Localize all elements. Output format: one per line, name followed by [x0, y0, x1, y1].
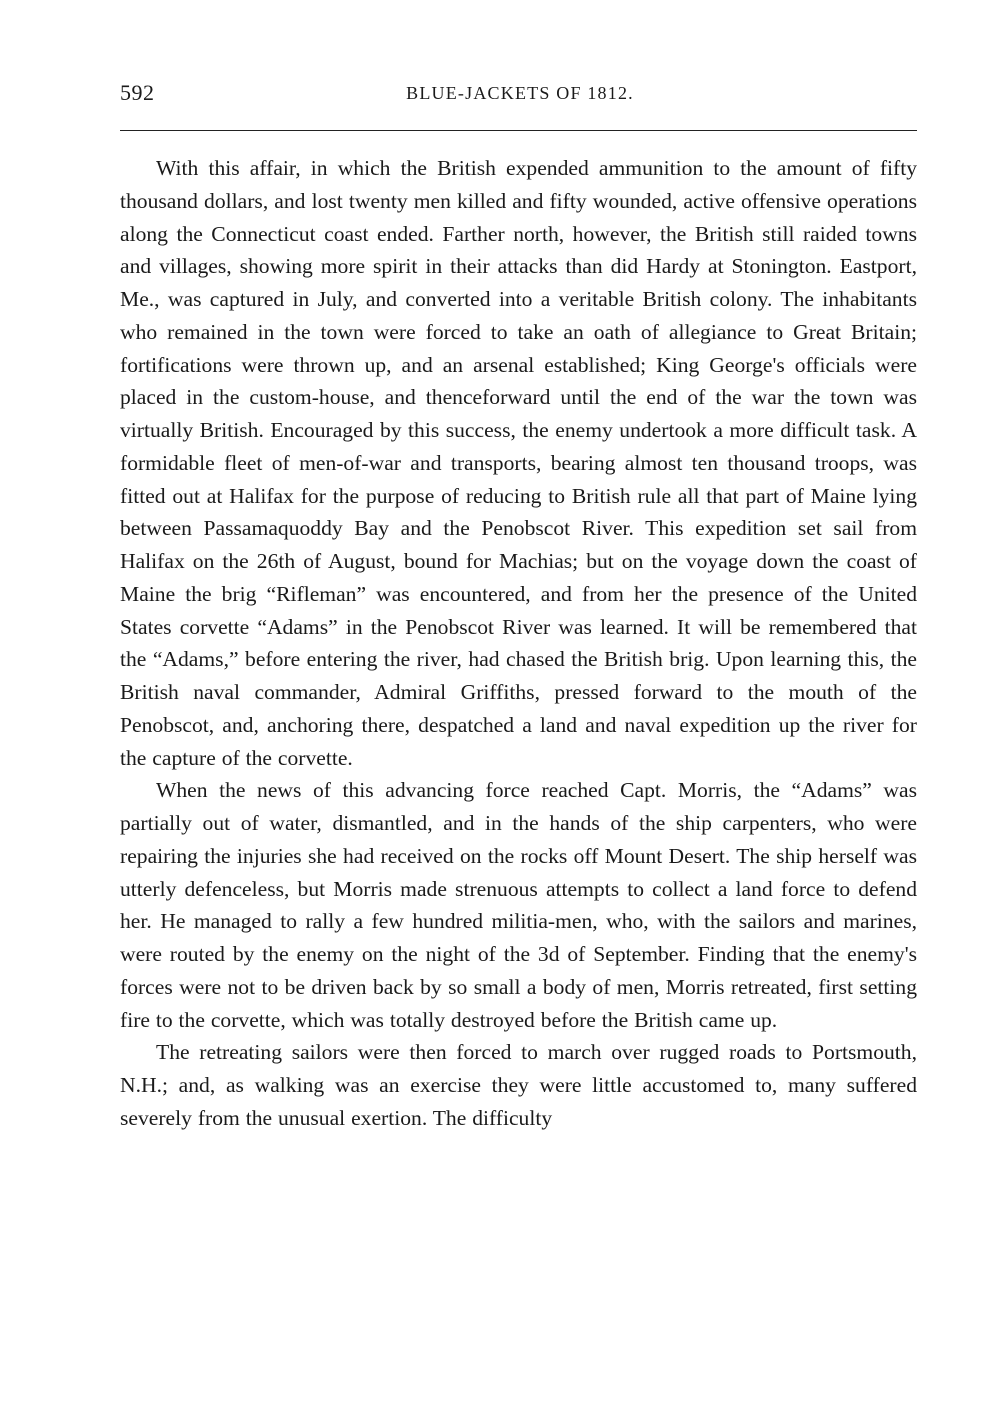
body-text: [120, 152, 917, 1135]
paragraph: When the news of this advancing force reached Capt. Morris, the “Adams” was partially out of water, dismantled, and in the hands of the ship carpenters, who were repairing the injuries she had received on the rocks off Mount Desert. The ship herself was utterly defenceless, but Morris made strenuous attempts to collect a land force to defend her. He managed to rally a few hundred militia-men, who, with the sailors and marines, were routed by the enemy on the night of the 3d of September. Finding that the enemy's forces were not to be driven back by so small a body of men, Morris retreated, first setting fire to the corvette, which was totally destroyed before the British came up.: [120, 778, 917, 1032]
running-title: BLUE-JACKETS OF 1812.: [406, 83, 634, 103]
paragraph: The retreating sailors were then forced to march over rugged roads to Portsmouth, N.H.; and, as walking was an exercise they were little accustomed to, many suffered severely from the unusual exertion. The difficulty: [120, 1040, 917, 1130]
page-header: [120, 80, 920, 120]
paragraph: With this affair, in which the British expended ammunition to the amount of fifty thousand dollars, and lost twenty men killed and fifty wounded, active offensive operations along the Connecticut coast ended. Farther north, however, the British still raided towns and villages, showing more spirit in their attacks than did Hardy at Stonington. Eastport, Me., was captured in July, and converted into a veritable British colony. The inhabitants who remained in the town were forced to take an oath of allegiance to Great Britain; fortifications were thrown up, and an arsenal established; King George's officials were placed in the custom-house, and thenceforward until the end of the war the town was virtually British. Encouraged by this success, the enemy undertook a more difficult task. A formidable fleet of men-of-war and transports, bearing almost ten thousand troops, was fitted out at Halifax for the purpose of reducing to British rule all that part of Maine lying between Passamaquoddy Bay and the Penobscot River. This expedition set sail from Halifax on the 26th of August, bound for Machias; but on the voyage down the coast of Maine the brig “Rifleman” was encountered, and from her the presence of the United States corvette “Adams” in the Penobscot River was learned. It will be remembered that the “Adams,” before entering the river, had chased the British brig. Upon learning this, the British naval commander, Admiral Griffiths, pressed forward to the mouth of the Penobscot, and, anchoring there, despatched a land and naval expedition up the river for the capture of the corvette.: [120, 156, 917, 770]
header-rule: [120, 130, 917, 131]
page-number: 592: [120, 80, 155, 105]
